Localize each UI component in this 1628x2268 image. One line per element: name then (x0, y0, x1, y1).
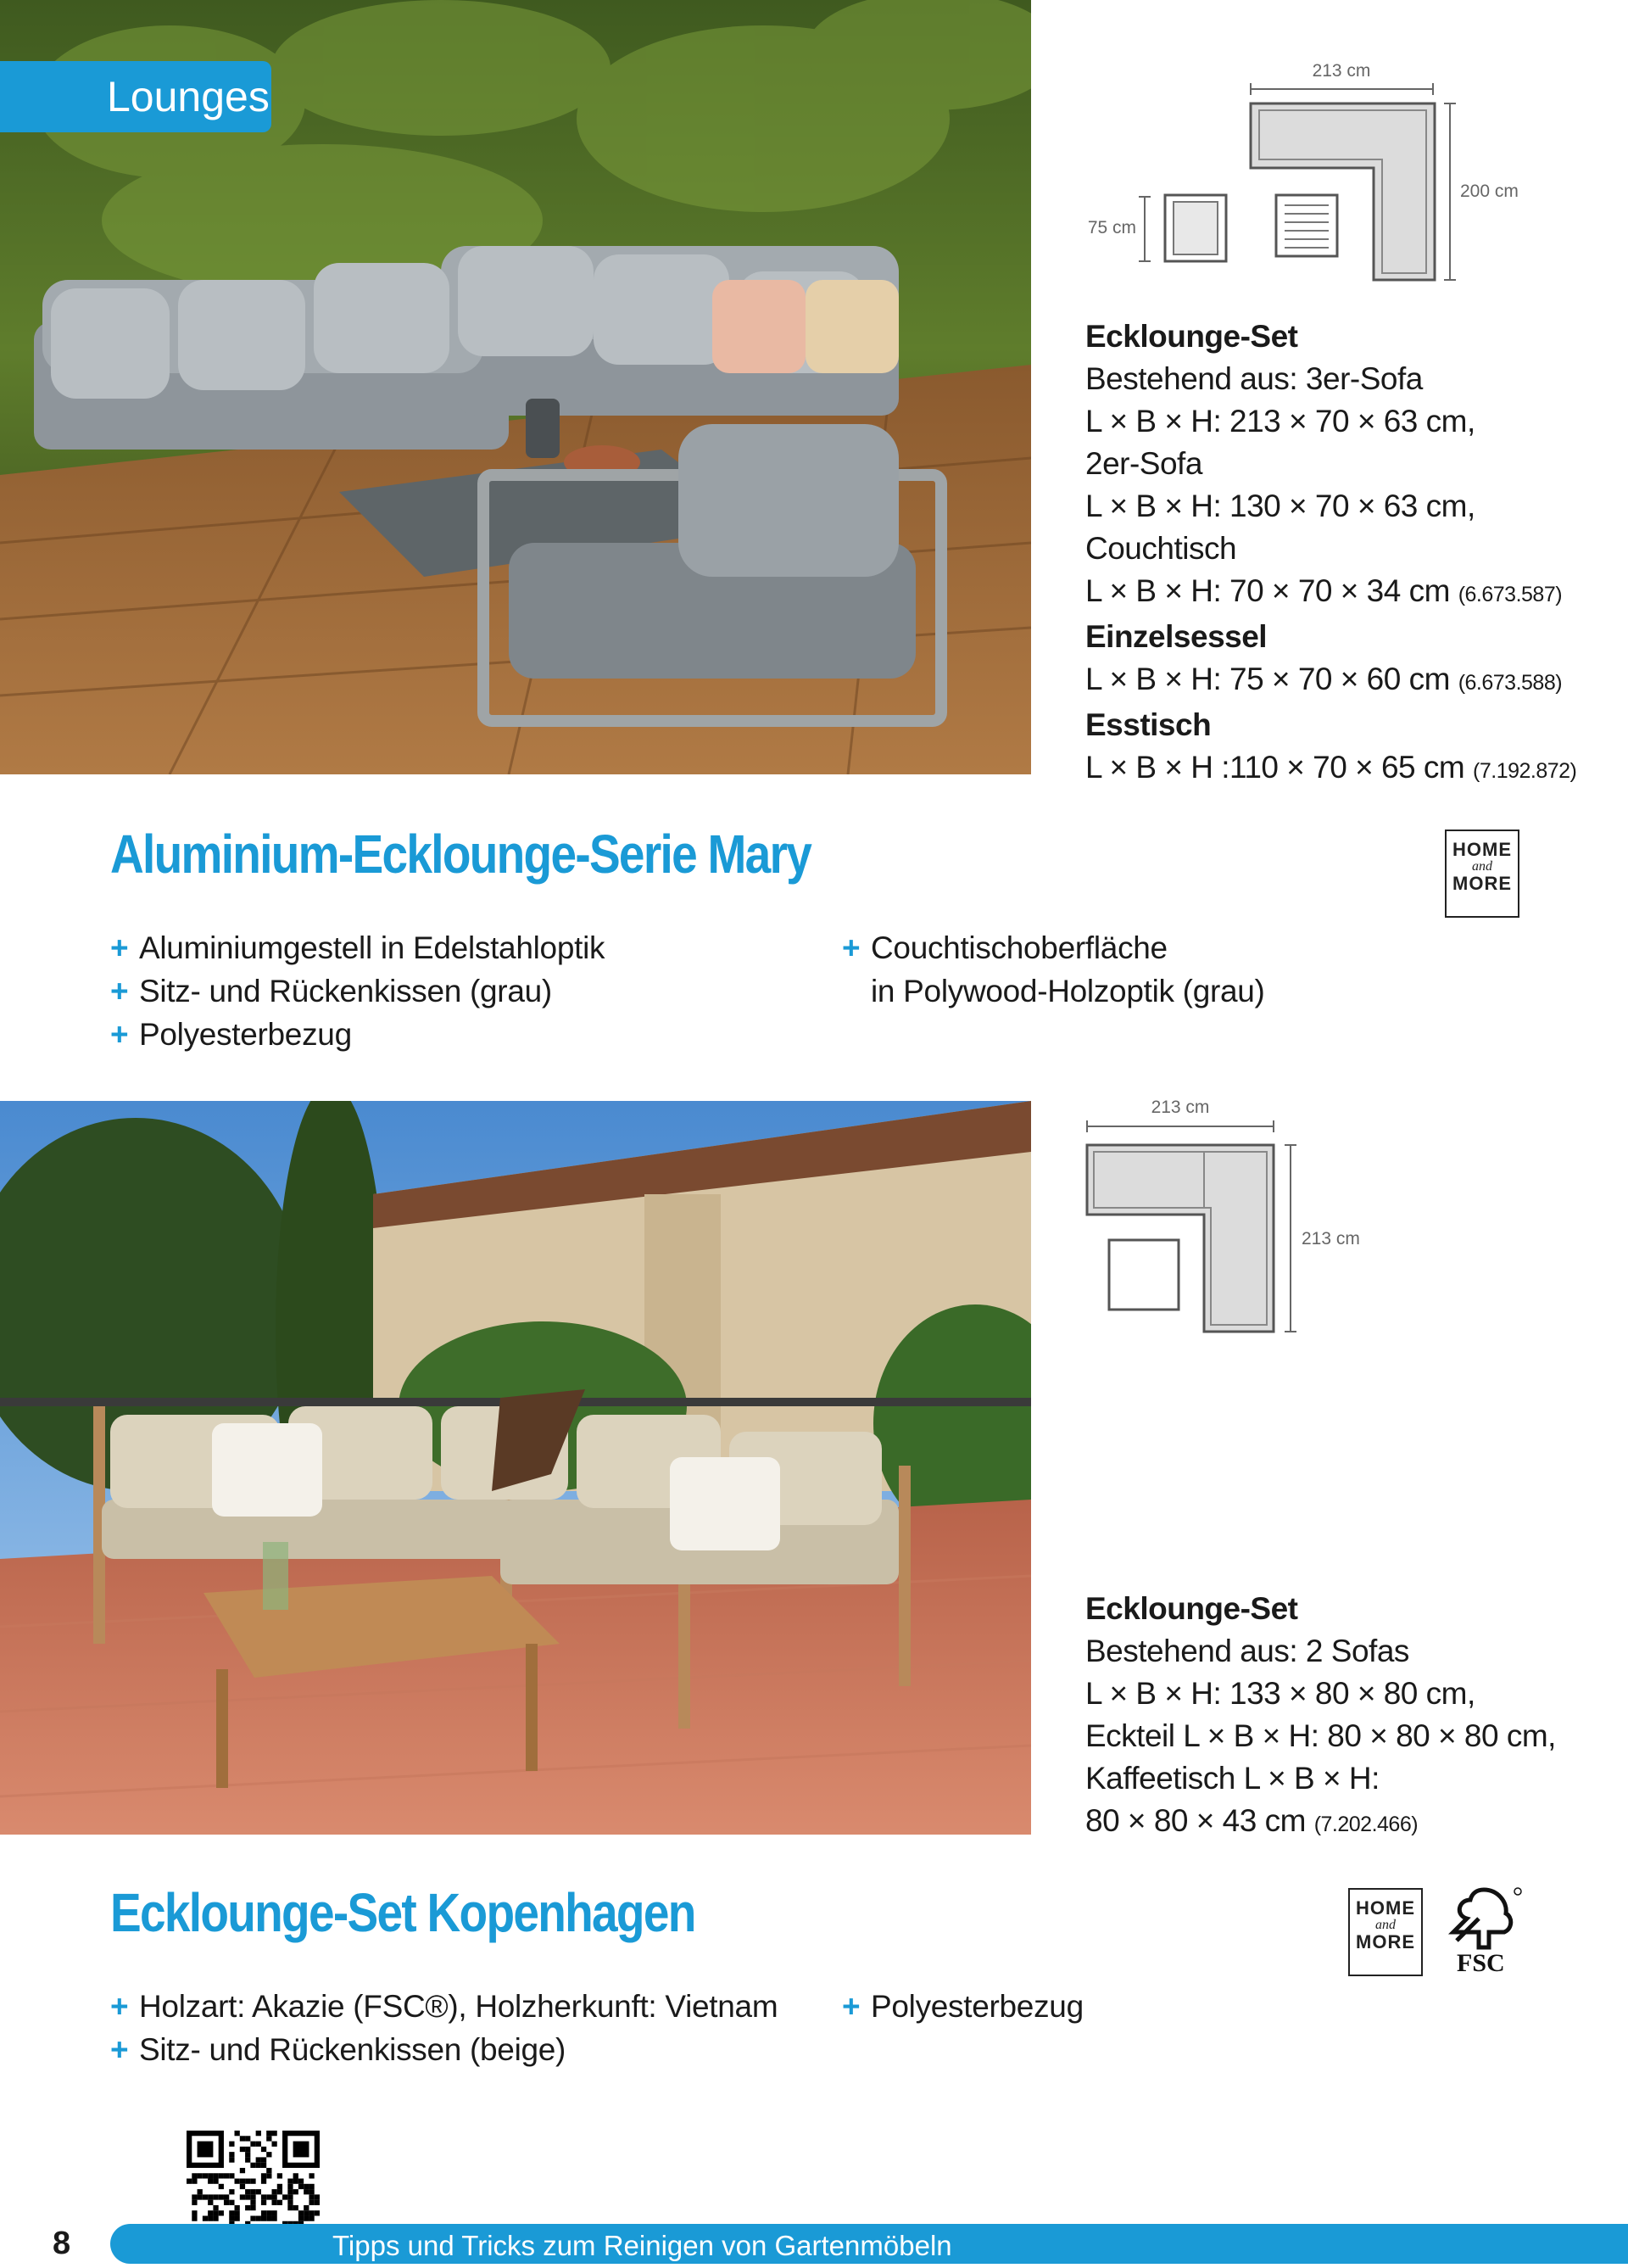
spec-line (1085, 1757, 1556, 1800)
feature-item (110, 1013, 605, 1056)
spec-line (1085, 358, 1576, 400)
spec-block-mary (1085, 316, 1576, 792)
plus-icon: + (110, 930, 129, 965)
feature-text: Polyesterbezug (871, 1989, 1084, 2024)
plus-icon: + (842, 1989, 861, 2024)
footer-link-text[interactable]: Tipps und Tricks zum Reinigen von Gartenmöbeln (332, 2230, 952, 2261)
spec-line (1085, 570, 1576, 616)
plus-icon: + (110, 1989, 129, 2024)
article-number: (6.673.587) (1458, 583, 1563, 606)
category-tab: Lounges (0, 61, 271, 132)
spec-line (1085, 1630, 1556, 1673)
spec-line (1085, 704, 1576, 746)
spec-line (1085, 1673, 1556, 1715)
spec-line (1085, 616, 1576, 658)
feature-item (842, 1985, 1084, 2028)
article-number: (7.202.466) (1313, 1813, 1419, 1836)
spec-text: Kaffeetisch L × B × H: (1085, 1761, 1380, 1796)
feature-continuation: in Polywood-Holzoptik (grau) (871, 974, 1265, 1008)
spec-text: Couchtisch (1085, 531, 1237, 566)
feature-item (110, 926, 605, 969)
headline-mary: Aluminium-Ecklounge-Serie Mary (110, 824, 811, 885)
spec-text: L × B × H: 70 × 70 × 34 cm (1085, 573, 1450, 608)
spec-line (1085, 658, 1576, 704)
spec-line (1085, 443, 1576, 485)
dimension-diagram-kopenhagen (1077, 1094, 1552, 1340)
spec-text: Eckteil L × B × H: 80 × 80 × 80 cm, (1085, 1718, 1556, 1753)
spec-text: Bestehend aus: 2 Sofas (1085, 1634, 1409, 1668)
diagram1-width-label: 213 cm (1312, 61, 1371, 81)
fsc-logo (1441, 1885, 1526, 1980)
article-number: (7.192.872) (1473, 759, 1577, 783)
feature-item (110, 1985, 778, 2028)
feature-list-mary-right (842, 926, 1265, 1013)
spec-heading: Einzelsessel (1085, 619, 1268, 654)
feature-text: Aluminiumgestell in Edelstahloptik (139, 930, 605, 965)
spec-line (1085, 485, 1576, 528)
spec-text: 2er-Sofa (1085, 446, 1202, 481)
article-number: (6.673.588) (1458, 671, 1563, 695)
logo-home-text: HOME (1356, 1897, 1415, 1919)
spec-text: Bestehend aus: 3er-Sofa (1085, 361, 1423, 396)
page-number: 8 (53, 2226, 71, 2261)
feature-list-kopenhagen-right (842, 1985, 1084, 2028)
feature-text: Holzart: Akazie (FSC®), Holzherkunft: Vietnam (139, 1989, 778, 2024)
home-and-more-logo (1445, 830, 1519, 918)
feature-text: Sitz- und Rückenkissen (beige) (139, 2032, 566, 2067)
home-and-more-logo (1348, 1888, 1423, 1976)
spec-line (1085, 400, 1576, 443)
logo-more-text: MORE (1452, 873, 1512, 894)
feature-text: Sitz- und Rückenkissen (grau) (139, 974, 552, 1008)
feature-item (110, 969, 605, 1013)
diagram2-width-label: 213 cm (1151, 1098, 1210, 1117)
plus-icon: + (110, 1017, 129, 1052)
logo-and-text: and (1375, 1918, 1396, 1932)
spec-heading: Ecklounge-Set (1085, 319, 1298, 354)
spec-line (1085, 746, 1576, 792)
feature-text: Polyesterbezug (139, 1017, 352, 1052)
spec-text: L × B × H: 75 × 70 × 60 cm (1085, 662, 1450, 696)
logo-home-text: HOME (1452, 839, 1512, 860)
diagram2-depth-label: 213 cm (1302, 1229, 1360, 1249)
spec-block-kopenhagen (1085, 1588, 1556, 1846)
logo-and-text: and (1472, 859, 1492, 874)
spec-line (1085, 1715, 1556, 1757)
dimension-diagram-mary (1077, 51, 1552, 297)
fsc-text: FSC (1457, 1949, 1505, 1977)
feature-text: Couchtischoberfläche (871, 930, 1168, 965)
spec-text: 80 × 80 × 43 cm (1085, 1803, 1306, 1838)
plus-icon: + (110, 2032, 129, 2067)
headline-kopenhagen: Ecklounge-Set Kopenhagen (110, 1882, 695, 1943)
photo-beige-lounge (0, 1101, 1031, 1835)
spec-heading: Esstisch (1085, 707, 1212, 742)
spec-line (1085, 1800, 1556, 1846)
spec-text: L × B × H: 213 × 70 × 63 cm, (1085, 404, 1475, 439)
feature-item (110, 2028, 778, 2071)
feature-list-mary-left (110, 926, 605, 1056)
spec-heading: Ecklounge-Set (1085, 1591, 1298, 1626)
feature-list-kopenhagen-left (110, 1985, 778, 2071)
diagram1-depth-label: 200 cm (1460, 182, 1519, 201)
spec-line (1085, 1588, 1556, 1630)
logo-more-text: MORE (1356, 1931, 1415, 1952)
fsc-tree-icon (1441, 1885, 1526, 1952)
spec-text: L × B × H :110 × 70 × 65 cm (1085, 750, 1465, 785)
spec-text: L × B × H: 133 × 80 × 80 cm, (1085, 1676, 1475, 1711)
spec-line (1085, 316, 1576, 358)
feature-item: + Couchtischoberfläche (842, 930, 1168, 965)
spec-text: L × B × H: 130 × 70 × 63 cm, (1085, 489, 1475, 523)
spec-line (1085, 528, 1576, 570)
diagram1-chair-label: 75 cm (1087, 218, 1136, 237)
plus-icon: + (110, 974, 129, 1008)
